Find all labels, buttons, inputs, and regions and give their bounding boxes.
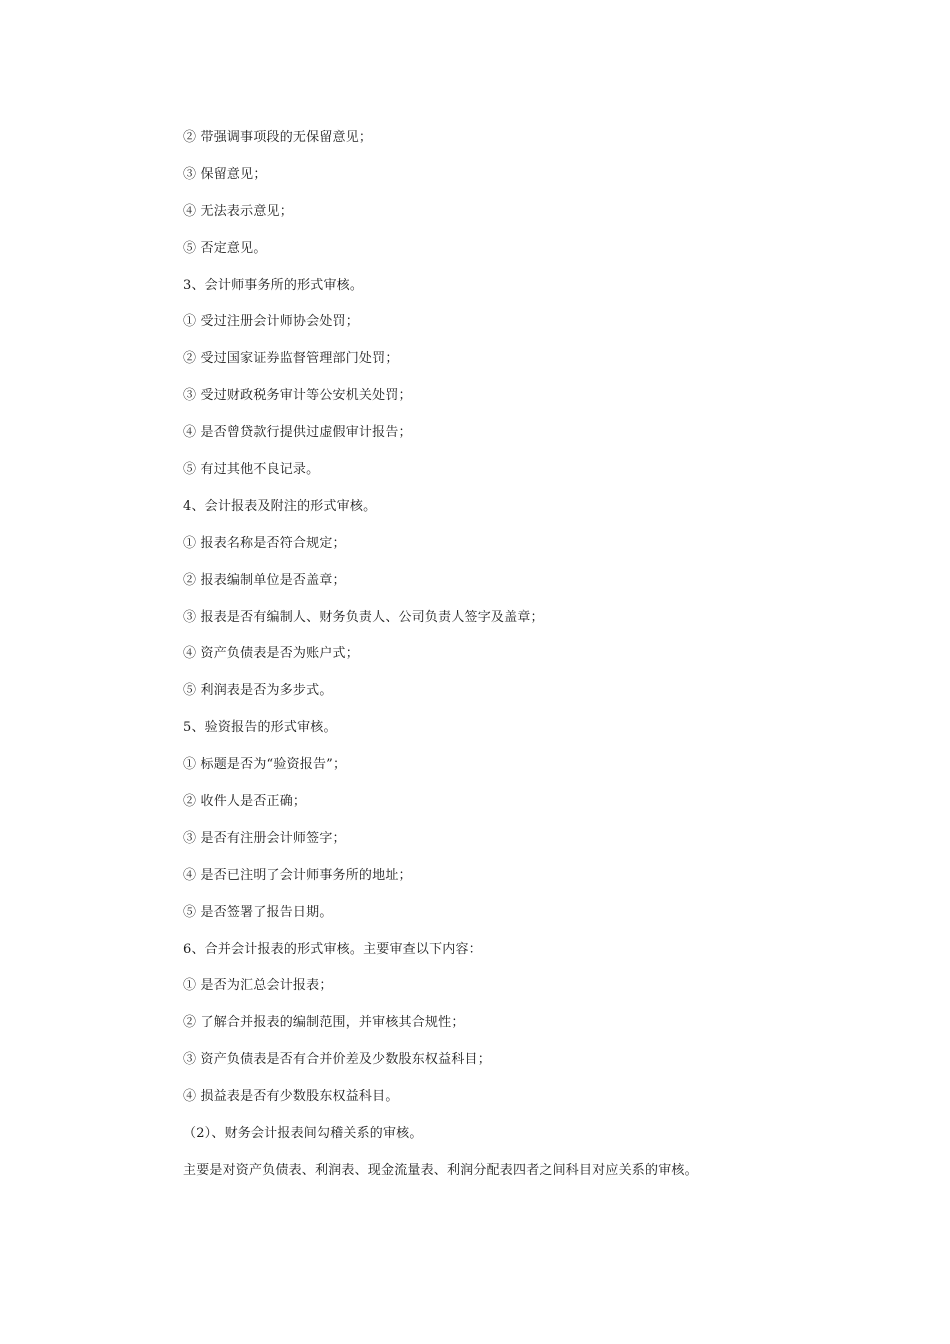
list-item: ④ 是否已注明了会计师事务所的地址； [183, 867, 412, 883]
list-item: ⑤ 否定意见。 [183, 240, 267, 256]
list-item: ① 受过注册会计师协会处罚； [183, 314, 359, 330]
list-item: ⑤ 利润表是否为多步式。 [183, 683, 333, 699]
list-item: ③ 报表是否有编制人、财务负责人、公司负责人签字及盖章； [183, 609, 544, 625]
subsection-heading: （2）、财务会计报表间勾稽关系的审核。 [183, 1126, 423, 1142]
section-heading: 5、验资报告的形式审核。 [183, 720, 337, 736]
list-item: ② 报表编制单位是否盖章； [183, 572, 346, 588]
list-item: ④ 是否曾贷款行提供过虚假审计报告； [183, 425, 412, 441]
list-item: ① 标题是否为“验资报告”； [183, 757, 347, 773]
list-item: ④ 无法表示意见； [183, 203, 293, 219]
list-item: ③ 资产负债表是否有合并价差及少数股东权益科目； [183, 1052, 491, 1068]
document-body [183, 128, 883, 1198]
section-heading: 3、会计师事务所的形式审核。 [183, 277, 364, 293]
section-heading: 4、会计报表及附注的形式审核。 [183, 498, 377, 514]
list-item: ② 带强调事项段的无保留意见； [183, 130, 373, 145]
list-item: ① 报表名称是否符合规定； [183, 535, 346, 551]
list-item: ④ 损益表是否有少数股东权益科目。 [183, 1089, 399, 1105]
list-item: ③ 保留意见； [183, 166, 267, 182]
body-paragraph: 主要是对资产负债表、利润表、现金流量表、利润分配表四者之间科目对应关系的审核。 [183, 1162, 698, 1178]
list-item: ② 了解合并报表的编制范围，并审核其合规性； [183, 1015, 465, 1031]
list-item: ⑤ 是否签署了报告日期。 [183, 904, 333, 920]
list-item: ④ 资产负债表是否为账户式； [183, 646, 359, 662]
list-item: ① 是否为汇总会计报表； [183, 978, 333, 994]
list-item: ③ 受过财政税务审计等公安机关处罚； [183, 388, 412, 404]
list-item: ② 收件人是否正确； [183, 794, 307, 810]
section-heading: 6、合并会计报表的形式审核。主要审查以下内容： [183, 941, 482, 957]
list-item: ② 受过国家证券监督管理部门处罚； [183, 351, 399, 367]
list-item: ③ 是否有注册会计师签字； [183, 830, 346, 846]
list-item: ⑤ 有过其他不良记录。 [183, 462, 320, 478]
